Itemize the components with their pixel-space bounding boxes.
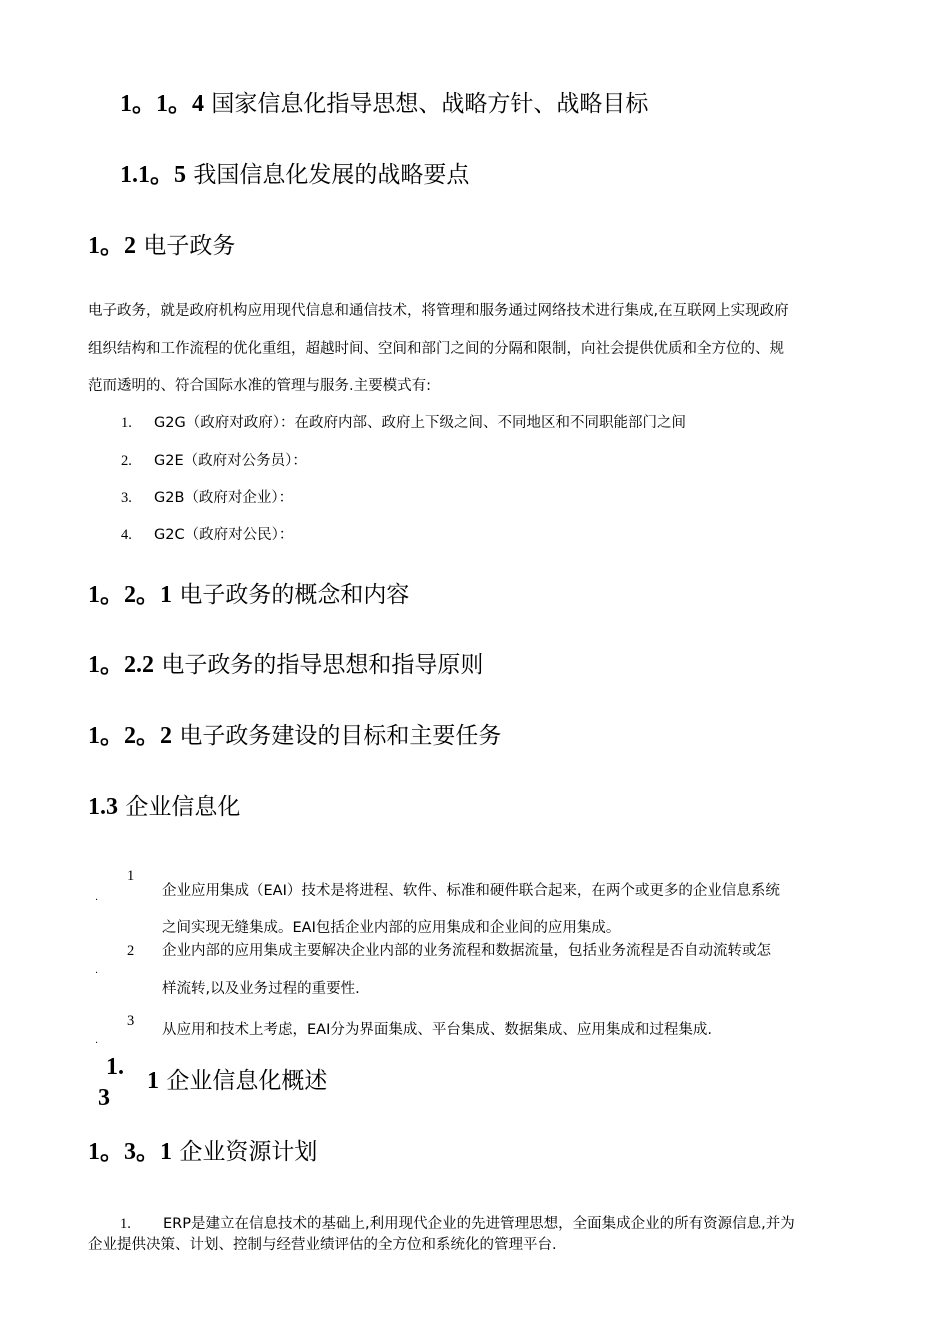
list-item [121,488,821,508]
paragraph-line: 电子政务，就是政府机构应用现代信息和通信技术，将管理和服务通过网络技术进行集成,在互联网上实现政府 [88,303,789,319]
list-text: G2C（政府对公民）： [154,527,294,543]
heading-1-3-1-overview [147,1066,327,1096]
heading-number: 1。2 [88,233,136,259]
heading-text: 电子政务的指导思想和指导原则 [161,652,484,678]
heading-1-2-2 [88,650,483,680]
list-item [121,413,821,433]
list-number: 4. [121,527,132,543]
eai-item-text: 从应用和技术上考虑，EAI分为界面集成、平台集成、数据集成、应用集成和过程集成. [162,1022,712,1038]
heading-text: 企业信息化 [125,794,241,820]
eai-item-text: 之间实现无缝集成。EAI包括企业内部的应用集成和企业间的应用集成。 [162,920,621,936]
heading-1-2-2-tasks [88,721,501,751]
paragraph-line: 组织结构和工作流程的优化重组，超越时间、空间和部门之间的分隔和限制，向社会提供优质和全方位的、规 [88,341,784,357]
heading-text: 电子政务建设的目标和主要任务 [179,723,502,749]
eai-item-number: 2 [127,943,135,959]
heading-1-1-4 [120,89,648,119]
heading-1-2-1 [88,580,409,610]
list-text: G2E（政府对公务员）： [154,453,307,469]
heading-number: 1 [147,1068,159,1094]
eai-item-dot: . [95,892,99,903]
heading-text: 企业信息化概述 [166,1068,328,1094]
paragraph-line: 范而透明的、符合国际水准的管理与服务.主要模式有: [88,378,431,394]
heading-text: 电子政务的概念和内容 [179,582,410,608]
erp-item-text: 企业提供决策、计划、控制与经营业绩评估的全方位和系统化的管理平台. [88,1237,557,1253]
eai-item-text: 企业应用集成（EAI）技术是将进程、软件、标准和硬件联合起来，在两个或更多的企业信息系统 [162,883,780,899]
heading-number: 1.1。5 [120,162,186,188]
heading-number-bottom-clipped [98,1085,118,1111]
heading-text: 我国信息化发展的战略要点 [193,162,470,188]
heading-text: 企业资源计划 [179,1139,318,1165]
eai-item-number: 1 [127,868,135,884]
list-item [121,451,821,471]
eai-item-number: 3 [127,1013,135,1029]
heading-number: 1。2。2 [88,723,172,749]
erp-item-text: ERP是建立在信息技术的基础上,利用现代企业的先进管理思想，全面集成企业的所有资源信息,并为 [163,1216,795,1232]
heading-number: 1.3 [88,794,118,820]
heading-number: 1。1。4 [120,91,204,117]
heading-number: 1。2。1 [88,582,172,608]
list-item [121,525,821,545]
list-text: G2B（政府对企业）： [154,490,294,506]
heading-1-3-1 [88,1137,317,1167]
eai-item-text: 企业内部的应用集成主要解决企业内部的业务流程和数据流量，包括业务流程是否自动流转或怎 [162,943,771,959]
heading-text: 电子政务 [143,233,236,259]
heading-number: 1。2.2 [88,652,154,678]
list-number: 2. [121,453,132,469]
heading-number-bottom: 3 [98,1085,110,1111]
list-number: 3. [121,490,132,506]
eai-item-text-clipped [162,918,862,936]
heading-1-2 [88,231,235,261]
erp-item-number: 1. [120,1216,131,1232]
list-text: G2G（政府对政府）：在政府内部、政府上下级之间、不同地区和不同职能部门之间 [154,415,686,431]
heading-1-1-5 [120,160,469,190]
eai-item-dot: . [95,1035,99,1046]
heading-number: 1。3。1 [88,1139,172,1165]
heading-number-top: 1. [106,1054,124,1080]
heading-1-3 [88,792,240,822]
heading-text: 国家信息化指导思想、战略方针、战略目标 [211,91,649,117]
eai-item-dot: . [95,965,99,976]
list-number: 1. [121,415,132,431]
eai-item-text: 样流转,以及业务过程的重要性. [162,981,360,997]
